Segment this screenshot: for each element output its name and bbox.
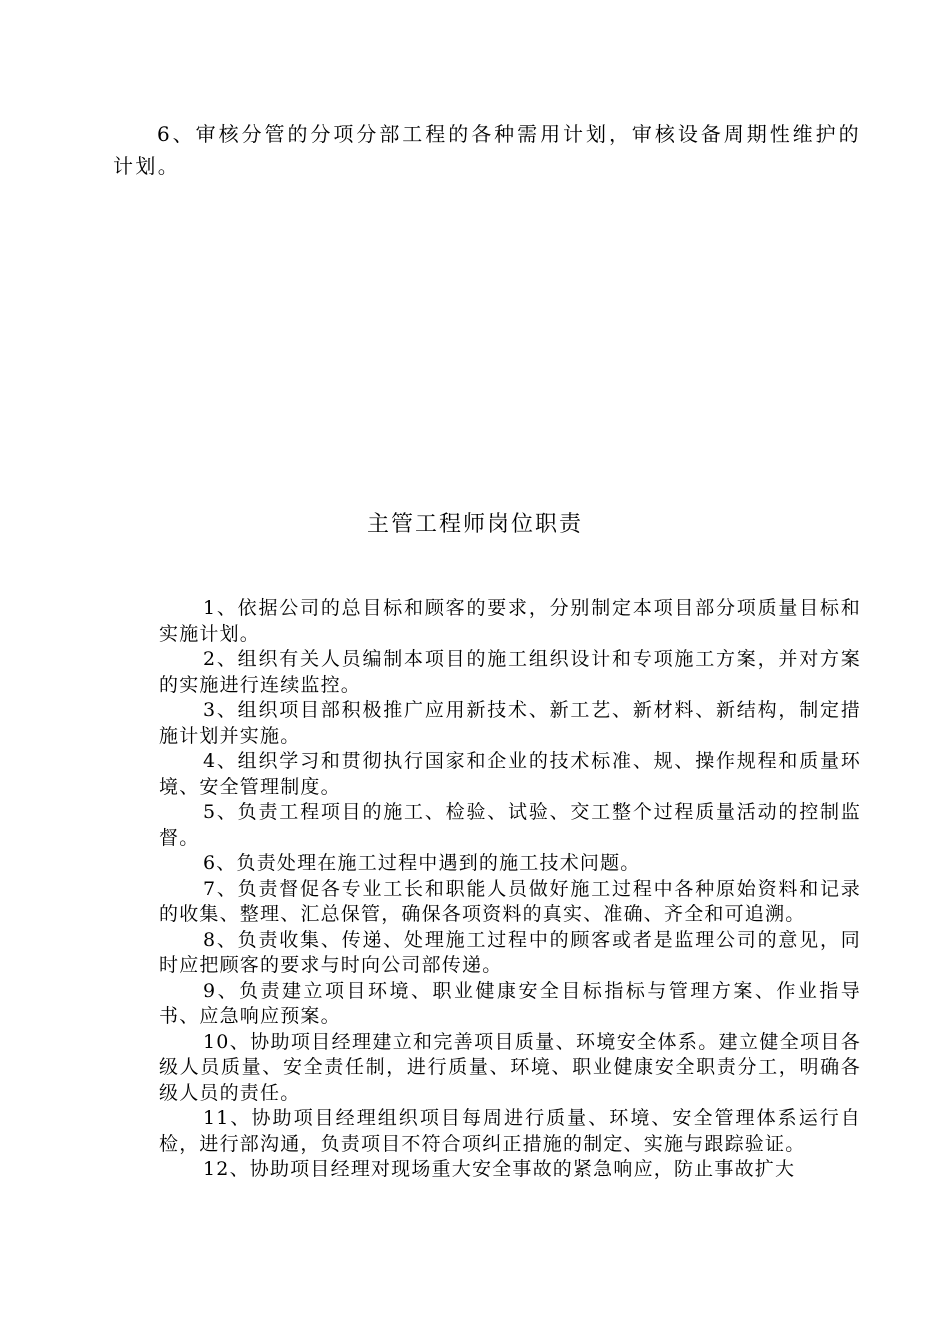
continued-duty-paragraph: 6、审核分管的分项分部工程的各种需用计划，审核设备周期性维护的计划。 xyxy=(113,122,861,178)
duty-item-8: 8、负责收集、传递、处理施工过程中的顾客或者是监理公司的意见，同时应把顾客的要求与时向公司部传递。 xyxy=(159,928,861,976)
duty-item-3: 3、组织项目部积极推广应用新技术、新工艺、新材料、新结构，制定措施计划并实施。 xyxy=(159,699,861,747)
duty-item-5: 5、负责工程项目的施工、检验、试验、交工整个过程质量活动的控制监督。 xyxy=(159,801,861,849)
duty-item-4: 4、组织学习和贯彻执行国家和企业的技术标准、规、操作规程和质量环境、安全管理制度。 xyxy=(159,750,861,798)
section-title: 主管工程师岗位职责 xyxy=(366,512,583,537)
duty-item-2: 2、组织有关人员编制本项目的施工组织设计和专项施工方案，并对方案的实施进行连续监控。 xyxy=(159,648,861,696)
duty-item-1: 1、依据公司的总目标和顾客的要求，分别制定本项目部分项质量目标和实施计划。 xyxy=(159,597,861,645)
duty-item-9: 9、负责建立项目环境、职业健康安全目标指标与管理方案、作业指导书、应急响应预案。 xyxy=(159,979,861,1027)
duty-item-6: 6、负责处理在施工过程中遇到的施工技术问题。 xyxy=(203,852,641,874)
duty-item-12: 12、协助项目经理对现场重大安全事故的紧急响应，防止事故扩大 xyxy=(203,1158,796,1180)
duty-list xyxy=(159,596,861,1183)
duty-item-7: 7、负责督促各专业工长和职能人员做好施工过程中各种原始资料和记录的收集、整理、汇总保管，确保各项资料的真实、准确、齐全和可追溯。 xyxy=(159,877,861,925)
duty-item-11: 11、协助项目经理组织项目每周进行质量、环境、安全管理体系运行自检，进行部沟通，负责项目不符合项纠正措施的制定、实施与跟踪验证。 xyxy=(159,1107,861,1155)
duty-item-10: 10、协助项目经理建立和完善项目质量、环境安全体系。建立健全项目各级人员质量、安全责任制，进行质量、环境、职业健康安全职责分工，明确各级人员的责任。 xyxy=(159,1030,861,1104)
